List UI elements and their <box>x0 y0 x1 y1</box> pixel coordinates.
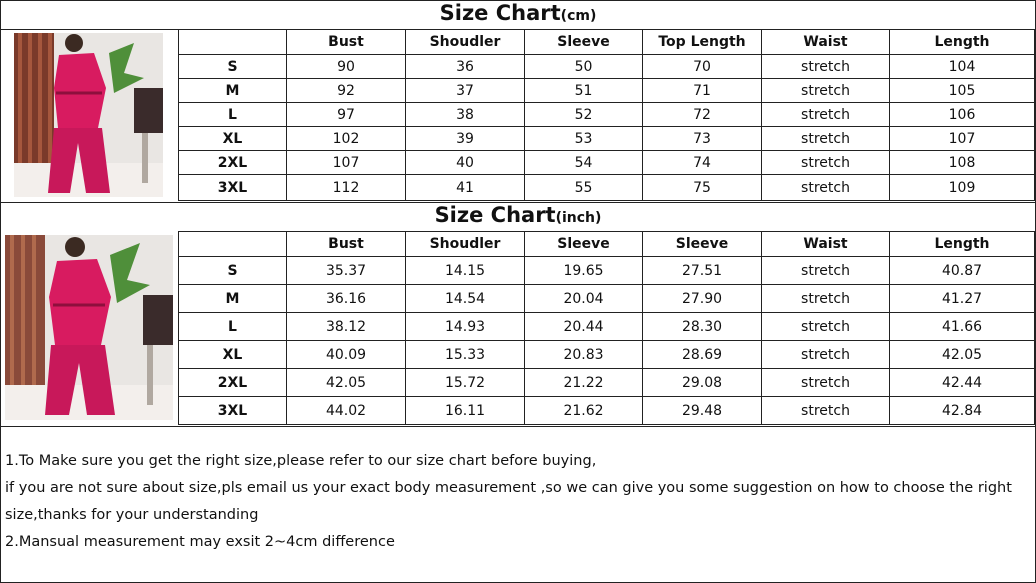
table-row <box>179 175 1035 201</box>
size-cell: S <box>179 55 287 79</box>
size-cell: XL <box>179 341 287 369</box>
table-row <box>179 369 1035 397</box>
table-cell: 16.11 <box>406 397 525 425</box>
table-cell: 55 <box>525 175 643 201</box>
table-cell: 40.87 <box>890 257 1035 285</box>
note-line: if you are not sure about size,pls email us your exact body measurement ,so we can give you some suggestion on how to choose the right size,thanks for your understanding <box>5 480 1012 523</box>
inch-title-text: Size Chart <box>434 203 556 227</box>
table-cell: 28.69 <box>643 341 762 369</box>
table-cell: 15.72 <box>406 369 525 397</box>
table-row <box>179 313 1035 341</box>
table-cell: 107 <box>287 151 406 175</box>
note-line: 1.To Make sure you get the right size,please refer to our size chart before buying, <box>5 453 597 469</box>
table-cell: 51 <box>525 79 643 103</box>
table-cell: stretch <box>762 397 890 425</box>
table-cell: 102 <box>287 127 406 151</box>
table-cell: 41.66 <box>890 313 1035 341</box>
size-cell: 3XL <box>179 175 287 201</box>
table-cell: 97 <box>287 103 406 127</box>
table-cell: 106 <box>890 103 1035 127</box>
model-pink-outfit-image <box>14 33 163 197</box>
table-row <box>179 55 1035 79</box>
header-cell: Top Length <box>643 30 762 55</box>
header-cell: Sleeve <box>525 30 643 55</box>
header-cell <box>179 30 287 55</box>
size-cell: L <box>179 313 287 341</box>
table-cell: stretch <box>762 127 890 151</box>
table-row <box>179 285 1035 313</box>
size-cell: 3XL <box>179 397 287 425</box>
table-cell: 20.83 <box>525 341 643 369</box>
header-cell: Sleeve <box>643 232 762 257</box>
table-cell: 41 <box>406 175 525 201</box>
table-cell: 108 <box>890 151 1035 175</box>
table-cell: stretch <box>762 313 890 341</box>
table-cell: 42.44 <box>890 369 1035 397</box>
table-cell: 44.02 <box>287 397 406 425</box>
cm-title-text: Size Chart <box>439 1 561 25</box>
table-cell: 27.90 <box>643 285 762 313</box>
table-cell: 20.44 <box>525 313 643 341</box>
table-row <box>179 79 1035 103</box>
table-cell: 53 <box>525 127 643 151</box>
table-cell: 75 <box>643 175 762 201</box>
inch-unit-text: (inch) <box>555 210 602 226</box>
table-cell: 109 <box>890 175 1035 201</box>
size-notes <box>5 448 1025 556</box>
table-row <box>179 127 1035 151</box>
table-cell: 20.04 <box>525 285 643 313</box>
table-cell: 92 <box>287 79 406 103</box>
table-cell: 37 <box>406 79 525 103</box>
table-cell: 112 <box>287 175 406 201</box>
table-cell: 40 <box>406 151 525 175</box>
table-cell: 36.16 <box>287 285 406 313</box>
table-cell: 52 <box>525 103 643 127</box>
model-pink-outfit-image <box>5 235 173 420</box>
table-cell: stretch <box>762 285 890 313</box>
table-cell: 21.22 <box>525 369 643 397</box>
table-cell: 42.05 <box>890 341 1035 369</box>
table-cell: 28.30 <box>643 313 762 341</box>
table-row <box>179 151 1035 175</box>
table-cell: 29.08 <box>643 369 762 397</box>
table-cell: stretch <box>762 79 890 103</box>
table-row <box>179 341 1035 369</box>
product-photo-cm <box>14 33 163 197</box>
table-cell: 73 <box>643 127 762 151</box>
header-cell: Bust <box>287 30 406 55</box>
table-cell: 14.54 <box>406 285 525 313</box>
cm-unit-text: (cm) <box>560 8 597 24</box>
table-cell: 42.05 <box>287 369 406 397</box>
table-cell: 71 <box>643 79 762 103</box>
inch-chart-title <box>0 203 1036 227</box>
table-cell: 38.12 <box>287 313 406 341</box>
table-cell: 104 <box>890 55 1035 79</box>
table-cell: 27.51 <box>643 257 762 285</box>
table-cell: 105 <box>890 79 1035 103</box>
table-cell: 36 <box>406 55 525 79</box>
table-cell: stretch <box>762 151 890 175</box>
table-cell: 41.27 <box>890 285 1035 313</box>
table-cell: 107 <box>890 127 1035 151</box>
table-cell: stretch <box>762 103 890 127</box>
size-cell: M <box>179 79 287 103</box>
header-cell: Length <box>890 232 1035 257</box>
table-cell: 15.33 <box>406 341 525 369</box>
header-cell: Waist <box>762 232 890 257</box>
table-header-row <box>179 30 1035 55</box>
header-cell: Shoudler <box>406 232 525 257</box>
table-cell: 40.09 <box>287 341 406 369</box>
table-row <box>179 397 1035 425</box>
table-row <box>179 257 1035 285</box>
table-cell: 74 <box>643 151 762 175</box>
size-cell: 2XL <box>179 151 287 175</box>
table-cell: 29.48 <box>643 397 762 425</box>
table-cell: stretch <box>762 175 890 201</box>
size-cell: 2XL <box>179 369 287 397</box>
table-cell: 42.84 <box>890 397 1035 425</box>
table-row <box>179 103 1035 127</box>
header-cell: Waist <box>762 30 890 55</box>
table-cell: 70 <box>643 55 762 79</box>
inch-size-table <box>178 231 1035 425</box>
table-cell: 72 <box>643 103 762 127</box>
size-cell: L <box>179 103 287 127</box>
table-cell: 14.93 <box>406 313 525 341</box>
table-cell: 14.15 <box>406 257 525 285</box>
table-cell: 19.65 <box>525 257 643 285</box>
header-cell: Shoudler <box>406 30 525 55</box>
divider <box>0 426 1036 427</box>
table-cell: 35.37 <box>287 257 406 285</box>
table-cell: 21.62 <box>525 397 643 425</box>
table-cell: 90 <box>287 55 406 79</box>
header-cell: Length <box>890 30 1035 55</box>
table-cell: 54 <box>525 151 643 175</box>
header-cell: Bust <box>287 232 406 257</box>
size-cell: XL <box>179 127 287 151</box>
table-cell: 50 <box>525 55 643 79</box>
table-cell: stretch <box>762 55 890 79</box>
table-cell: 38 <box>406 103 525 127</box>
header-cell <box>179 232 287 257</box>
size-cell: S <box>179 257 287 285</box>
table-cell: stretch <box>762 341 890 369</box>
product-photo-inch <box>5 235 173 420</box>
table-cell: stretch <box>762 369 890 397</box>
table-cell: 39 <box>406 127 525 151</box>
table-cell: stretch <box>762 257 890 285</box>
table-header-row <box>179 232 1035 257</box>
cm-size-table <box>178 29 1035 201</box>
header-cell: Sleeve <box>525 232 643 257</box>
size-cell: M <box>179 285 287 313</box>
note-line: 2.Mansual measurement may exsit 2~4cm difference <box>5 534 395 550</box>
cm-chart-title <box>0 1 1036 25</box>
